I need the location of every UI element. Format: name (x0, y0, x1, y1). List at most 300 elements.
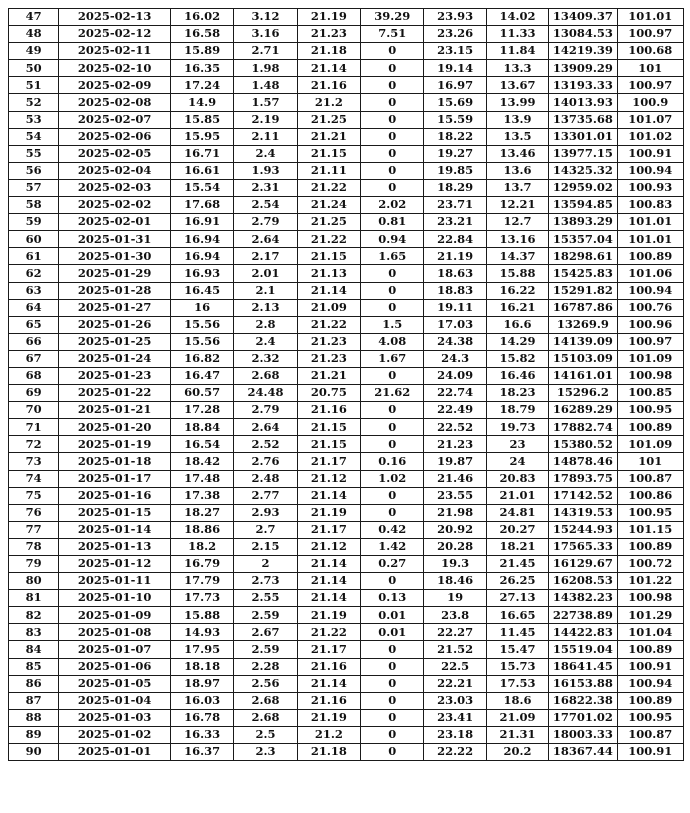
table-row (9, 538, 684, 555)
table-cell-col-5: 21.16 (297, 77, 360, 94)
table-cell-col-3: 16.78 (170, 709, 233, 726)
table-cell-col-6: 0 (361, 641, 424, 658)
table-cell-col-7: 23.15 (424, 43, 486, 60)
table-row (9, 94, 684, 111)
table-cell-col-7: 17.03 (424, 316, 486, 333)
table-cell-col-3: 17.28 (170, 402, 233, 419)
table-cell-col-7: 20.92 (424, 521, 486, 538)
table-cell-col-7: 23.8 (424, 607, 486, 624)
table-cell-col-7: 22.84 (424, 231, 486, 248)
table-cell-col-10: 100.72 (617, 556, 683, 573)
table-cell-col-9: 22738.89 (549, 607, 617, 624)
table-cell-col-5: 20.75 (297, 385, 360, 402)
table-cell-col-4: 24.48 (234, 385, 297, 402)
table-cell-col-5: 21.14 (297, 573, 360, 590)
table-row (9, 333, 684, 350)
table-cell-col-8: 11.33 (486, 26, 548, 43)
table-cell-index: 58 (9, 197, 59, 214)
table-cell-col-8: 13.3 (486, 60, 548, 77)
table-cell-col-6: 0 (361, 128, 424, 145)
table-cell-col-6: 39.29 (361, 9, 424, 26)
table-cell-col-9: 15357.04 (549, 231, 617, 248)
table-cell-col-8: 24.81 (486, 504, 548, 521)
table-cell-col-9: 18641.45 (549, 658, 617, 675)
table-cell-col-8: 13.9 (486, 111, 548, 128)
table-cell-col-10: 101.09 (617, 436, 683, 453)
table-cell-col-7: 24.38 (424, 333, 486, 350)
table-cell-col-3: 17.38 (170, 487, 233, 504)
table-cell-col-4: 1.48 (234, 77, 297, 94)
table-cell-col-10: 100.86 (617, 487, 683, 504)
table-cell-index: 72 (9, 436, 59, 453)
table-cell-col-3: 16.79 (170, 556, 233, 573)
table-cell-col-8: 18.23 (486, 385, 548, 402)
table-cell-col-4: 2.59 (234, 607, 297, 624)
table-cell-col-4: 2.76 (234, 453, 297, 470)
table-cell-date: 2025-01-20 (59, 419, 171, 436)
table-cell-date: 2025-01-15 (59, 504, 171, 521)
table-cell-col-4: 2.19 (234, 111, 297, 128)
table-cell-col-7: 19.87 (424, 453, 486, 470)
table-cell-col-8: 14.29 (486, 333, 548, 350)
table-cell-col-4: 2.1 (234, 282, 297, 299)
table-row (9, 744, 684, 761)
table-cell-index: 62 (9, 265, 59, 282)
table-cell-col-7: 15.69 (424, 94, 486, 111)
table-cell-col-3: 18.27 (170, 504, 233, 521)
table-cell-col-10: 100.95 (617, 402, 683, 419)
table-cell-index: 53 (9, 111, 59, 128)
table-row (9, 402, 684, 419)
table-cell-col-10: 100.94 (617, 675, 683, 692)
table-cell-date: 2025-01-24 (59, 350, 171, 367)
table-cell-col-4: 2 (234, 556, 297, 573)
table-cell-col-3: 16.94 (170, 248, 233, 265)
table-cell-index: 60 (9, 231, 59, 248)
table-cell-col-6: 0 (361, 60, 424, 77)
table-cell-col-6: 0.42 (361, 521, 424, 538)
table-cell-col-8: 12.21 (486, 197, 548, 214)
table-cell-col-8: 16.22 (486, 282, 548, 299)
table-cell-col-8: 20.2 (486, 744, 548, 761)
table-cell-col-10: 100.87 (617, 470, 683, 487)
table-cell-col-3: 16.94 (170, 231, 233, 248)
table-cell-col-6: 0 (361, 419, 424, 436)
table-cell-col-7: 23.03 (424, 692, 486, 709)
table-cell-col-3: 17.95 (170, 641, 233, 658)
table-cell-col-8: 21.31 (486, 726, 548, 743)
table-cell-col-4: 2.93 (234, 504, 297, 521)
table-cell-col-6: 0 (361, 658, 424, 675)
table-row (9, 556, 684, 573)
table-cell-col-8: 16.21 (486, 299, 548, 316)
table-cell-col-8: 15.82 (486, 350, 548, 367)
table-cell-col-8: 14.37 (486, 248, 548, 265)
table-cell-col-5: 21.16 (297, 692, 360, 709)
table-cell-col-3: 18.86 (170, 521, 233, 538)
table-cell-col-8: 20.83 (486, 470, 548, 487)
table-cell-col-5: 21.17 (297, 521, 360, 538)
table-cell-index: 83 (9, 624, 59, 641)
table-cell-col-9: 17565.33 (549, 538, 617, 555)
table-cell-col-7: 23.21 (424, 214, 486, 231)
table-cell-col-5: 21.22 (297, 624, 360, 641)
table-cell-col-6: 0 (361, 162, 424, 179)
table-cell-col-8: 20.27 (486, 521, 548, 538)
table-cell-col-8: 23 (486, 436, 548, 453)
table-cell-index: 57 (9, 179, 59, 196)
table-cell-col-9: 13193.33 (549, 77, 617, 94)
table-cell-col-10: 100.91 (617, 145, 683, 162)
table-cell-col-8: 24 (486, 453, 548, 470)
table-cell-col-4: 1.93 (234, 162, 297, 179)
table-cell-col-10: 100.97 (617, 333, 683, 350)
table-cell-col-5: 21.22 (297, 316, 360, 333)
table-cell-col-3: 16.37 (170, 744, 233, 761)
table-cell-col-4: 2.01 (234, 265, 297, 282)
table-cell-col-5: 21.23 (297, 333, 360, 350)
table-row (9, 658, 684, 675)
table-cell-col-10: 101.04 (617, 624, 683, 641)
table-cell-col-9: 18367.44 (549, 744, 617, 761)
table-cell-col-3: 17.24 (170, 77, 233, 94)
table-cell-col-10: 100.87 (617, 726, 683, 743)
table-cell-col-9: 13735.68 (549, 111, 617, 128)
table-cell-col-7: 15.59 (424, 111, 486, 128)
table-cell-date: 2025-01-12 (59, 556, 171, 573)
table-cell-col-9: 12959.02 (549, 179, 617, 196)
table-cell-col-7: 18.22 (424, 128, 486, 145)
table-row (9, 624, 684, 641)
table-cell-col-7: 23.41 (424, 709, 486, 726)
table-cell-col-5: 21.22 (297, 231, 360, 248)
table-cell-col-3: 16.33 (170, 726, 233, 743)
table-cell-date: 2025-01-10 (59, 590, 171, 607)
table-row (9, 470, 684, 487)
table-cell-col-4: 2.54 (234, 197, 297, 214)
table-cell-col-5: 21.12 (297, 470, 360, 487)
table-cell-col-6: 0 (361, 77, 424, 94)
table-cell-col-5: 21.19 (297, 9, 360, 26)
table-cell-date: 2025-01-21 (59, 402, 171, 419)
table-cell-col-9: 16208.53 (549, 573, 617, 590)
table-cell-date: 2025-01-06 (59, 658, 171, 675)
table-cell-col-10: 100.9 (617, 94, 683, 111)
table-cell-index: 85 (9, 658, 59, 675)
table-cell-col-5: 21.23 (297, 350, 360, 367)
table-cell-col-7: 19.27 (424, 145, 486, 162)
table-cell-index: 84 (9, 641, 59, 658)
table-cell-date: 2025-01-30 (59, 248, 171, 265)
table-cell-date: 2025-02-10 (59, 60, 171, 77)
table-cell-index: 77 (9, 521, 59, 538)
table-cell-col-3: 17.73 (170, 590, 233, 607)
table-cell-col-4: 2.7 (234, 521, 297, 538)
table-cell-col-7: 18.29 (424, 179, 486, 196)
table-cell-col-8: 16.6 (486, 316, 548, 333)
table-cell-date: 2025-01-01 (59, 744, 171, 761)
table-cell-index: 50 (9, 60, 59, 77)
table-cell-col-10: 100.89 (617, 419, 683, 436)
table-cell-col-5: 21.19 (297, 607, 360, 624)
table-cell-col-9: 14878.46 (549, 453, 617, 470)
table-cell-date: 2025-02-06 (59, 128, 171, 145)
table-cell-col-8: 13.67 (486, 77, 548, 94)
table-cell-col-3: 14.93 (170, 624, 233, 641)
table-cell-col-8: 13.46 (486, 145, 548, 162)
table-cell-index: 48 (9, 26, 59, 43)
table-cell-col-3: 16.35 (170, 60, 233, 77)
table-cell-col-7: 18.46 (424, 573, 486, 590)
table-cell-col-9: 16153.88 (549, 675, 617, 692)
table-cell-index: 66 (9, 333, 59, 350)
table-cell-col-6: 1.42 (361, 538, 424, 555)
table-cell-index: 65 (9, 316, 59, 333)
table-row (9, 350, 684, 367)
table-cell-index: 64 (9, 299, 59, 316)
table-row (9, 26, 684, 43)
table-cell-col-4: 2.68 (234, 367, 297, 384)
table-cell-col-9: 17142.52 (549, 487, 617, 504)
table-cell-col-9: 13909.29 (549, 60, 617, 77)
table-cell-col-3: 16.61 (170, 162, 233, 179)
table-cell-col-10: 100.91 (617, 744, 683, 761)
table-cell-col-6: 0 (361, 675, 424, 692)
table-cell-index: 79 (9, 556, 59, 573)
table-cell-index: 68 (9, 367, 59, 384)
table-cell-col-10: 100.97 (617, 77, 683, 94)
table-cell-index: 76 (9, 504, 59, 521)
table-cell-col-3: 16.58 (170, 26, 233, 43)
table-row (9, 231, 684, 248)
table-cell-col-4: 2.52 (234, 436, 297, 453)
table-cell-col-8: 13.5 (486, 128, 548, 145)
table-cell-col-5: 21.14 (297, 282, 360, 299)
table-cell-col-10: 100.94 (617, 282, 683, 299)
table-cell-col-3: 18.84 (170, 419, 233, 436)
table-cell-col-5: 21.22 (297, 179, 360, 196)
table-cell-col-6: 0 (361, 282, 424, 299)
table-cell-col-6: 0 (361, 573, 424, 590)
table-cell-col-3: 60.57 (170, 385, 233, 402)
table-cell-col-3: 16.82 (170, 350, 233, 367)
table-cell-col-5: 21.15 (297, 248, 360, 265)
table-cell-col-4: 2.3 (234, 744, 297, 761)
table-cell-col-9: 13594.85 (549, 197, 617, 214)
table-cell-col-4: 2.5 (234, 726, 297, 743)
table-cell-index: 87 (9, 692, 59, 709)
table-cell-col-5: 21.2 (297, 726, 360, 743)
table-cell-date: 2025-02-13 (59, 9, 171, 26)
table-row (9, 162, 684, 179)
table-cell-index: 74 (9, 470, 59, 487)
table-cell-col-10: 100.89 (617, 641, 683, 658)
table-cell-col-3: 15.54 (170, 179, 233, 196)
table-cell-col-9: 16787.86 (549, 299, 617, 316)
table-cell-col-4: 3.16 (234, 26, 297, 43)
table-cell-col-4: 1.57 (234, 94, 297, 111)
table-cell-col-9: 17882.74 (549, 419, 617, 436)
table-row (9, 692, 684, 709)
table-cell-col-7: 22.27 (424, 624, 486, 641)
table-cell-index: 71 (9, 419, 59, 436)
table-cell-col-5: 21.12 (297, 538, 360, 555)
table-cell-col-10: 100.89 (617, 538, 683, 555)
table-cell-date: 2025-01-23 (59, 367, 171, 384)
table-cell-col-6: 1.5 (361, 316, 424, 333)
table-cell-col-9: 16822.38 (549, 692, 617, 709)
table-cell-date: 2025-02-11 (59, 43, 171, 60)
table-cell-col-6: 0 (361, 265, 424, 282)
table-row (9, 265, 684, 282)
table-cell-index: 82 (9, 607, 59, 624)
table-row (9, 385, 684, 402)
table-cell-col-6: 0.81 (361, 214, 424, 231)
table-cell-date: 2025-01-25 (59, 333, 171, 350)
table-cell-col-5: 21.11 (297, 162, 360, 179)
table-row (9, 726, 684, 743)
table-row (9, 43, 684, 60)
table-cell-col-8: 11.45 (486, 624, 548, 641)
table-cell-col-10: 101.02 (617, 128, 683, 145)
table-cell-col-8: 15.47 (486, 641, 548, 658)
table-cell-col-5: 21.24 (297, 197, 360, 214)
table-cell-col-5: 21.09 (297, 299, 360, 316)
table-cell-col-3: 15.89 (170, 43, 233, 60)
table-row (9, 487, 684, 504)
table-cell-date: 2025-01-17 (59, 470, 171, 487)
table-cell-col-6: 0.27 (361, 556, 424, 573)
table-cell-col-7: 24.09 (424, 367, 486, 384)
table-cell-index: 75 (9, 487, 59, 504)
table-cell-col-4: 2.4 (234, 333, 297, 350)
table-cell-col-4: 2.11 (234, 128, 297, 145)
table-cell-col-3: 17.68 (170, 197, 233, 214)
table-cell-col-10: 100.98 (617, 367, 683, 384)
table-cell-col-9: 14325.32 (549, 162, 617, 179)
table-cell-index: 81 (9, 590, 59, 607)
table-cell-col-3: 18.18 (170, 658, 233, 675)
table-cell-col-9: 15425.83 (549, 265, 617, 282)
table-cell-col-6: 0.16 (361, 453, 424, 470)
table-cell-col-6: 0.01 (361, 607, 424, 624)
table-cell-col-5: 21.23 (297, 26, 360, 43)
table-cell-col-10: 101.29 (617, 607, 683, 624)
table-row (9, 248, 684, 265)
table-cell-col-6: 1.67 (361, 350, 424, 367)
table-cell-index: 80 (9, 573, 59, 590)
table-cell-col-5: 21.19 (297, 504, 360, 521)
table-cell-col-10: 100.68 (617, 43, 683, 60)
table-cell-col-8: 11.84 (486, 43, 548, 60)
table-cell-col-3: 17.48 (170, 470, 233, 487)
table-cell-col-8: 16.65 (486, 607, 548, 624)
table-cell-col-4: 2.73 (234, 573, 297, 590)
table-cell-col-3: 15.56 (170, 316, 233, 333)
table-cell-col-6: 0 (361, 504, 424, 521)
table-cell-col-9: 13409.37 (549, 9, 617, 26)
table-cell-col-8: 18.21 (486, 538, 548, 555)
table-cell-col-8: 12.7 (486, 214, 548, 231)
table-cell-col-10: 101.09 (617, 350, 683, 367)
table-cell-col-8: 18.79 (486, 402, 548, 419)
table-cell-col-6: 0 (361, 145, 424, 162)
table-cell-col-9: 13269.9 (549, 316, 617, 333)
table-row (9, 590, 684, 607)
table-cell-date: 2025-01-31 (59, 231, 171, 248)
table-cell-col-9: 15103.09 (549, 350, 617, 367)
table-cell-col-9: 18003.33 (549, 726, 617, 743)
table-cell-col-7: 19.85 (424, 162, 486, 179)
table-cell-col-5: 21.19 (297, 709, 360, 726)
table-cell-col-4: 2.32 (234, 350, 297, 367)
table-cell-col-8: 18.6 (486, 692, 548, 709)
table-cell-col-6: 0.13 (361, 590, 424, 607)
table-row (9, 282, 684, 299)
table-row (9, 709, 684, 726)
table-cell-date: 2025-01-11 (59, 573, 171, 590)
table-cell-col-4: 2.28 (234, 658, 297, 675)
table-cell-col-6: 0 (361, 709, 424, 726)
table-cell-col-6: 0 (361, 402, 424, 419)
table-cell-col-3: 16 (170, 299, 233, 316)
table-cell-col-5: 21.14 (297, 487, 360, 504)
table-cell-col-4: 2.31 (234, 179, 297, 196)
table-cell-col-3: 18.97 (170, 675, 233, 692)
table-cell-col-5: 21.21 (297, 128, 360, 145)
table-cell-col-6: 0 (361, 111, 424, 128)
table-cell-date: 2025-02-09 (59, 77, 171, 94)
table-cell-col-3: 15.56 (170, 333, 233, 350)
table-cell-col-9: 13084.53 (549, 26, 617, 43)
data-table (8, 8, 684, 761)
table-cell-col-7: 19.14 (424, 60, 486, 77)
table-cell-col-9: 15519.04 (549, 641, 617, 658)
table-cell-date: 2025-02-01 (59, 214, 171, 231)
table-cell-col-8: 21.45 (486, 556, 548, 573)
table-cell-col-10: 100.76 (617, 299, 683, 316)
table-cell-col-5: 21.21 (297, 367, 360, 384)
table-cell-col-10: 100.83 (617, 197, 683, 214)
table-cell-index: 56 (9, 162, 59, 179)
table-cell-col-5: 21.25 (297, 214, 360, 231)
table-cell-col-5: 21.15 (297, 145, 360, 162)
table-cell-col-5: 21.25 (297, 111, 360, 128)
table-cell-col-8: 16.46 (486, 367, 548, 384)
table-cell-col-8: 14.02 (486, 9, 548, 26)
table-cell-col-7: 22.52 (424, 419, 486, 436)
table-cell-index: 55 (9, 145, 59, 162)
table-cell-col-9: 17893.75 (549, 470, 617, 487)
table-row (9, 60, 684, 77)
table-cell-col-4: 2.71 (234, 43, 297, 60)
table-row (9, 419, 684, 436)
table-row (9, 111, 684, 128)
table-cell-col-6: 0 (361, 299, 424, 316)
table-cell-date: 2025-01-29 (59, 265, 171, 282)
table-cell-index: 63 (9, 282, 59, 299)
table-cell-col-4: 3.12 (234, 9, 297, 26)
table-cell-col-6: 1.65 (361, 248, 424, 265)
table-cell-col-4: 2.55 (234, 590, 297, 607)
table-cell-col-6: 0.01 (361, 624, 424, 641)
table-cell-date: 2025-01-03 (59, 709, 171, 726)
table-cell-date: 2025-01-28 (59, 282, 171, 299)
table-row (9, 145, 684, 162)
table-cell-date: 2025-01-18 (59, 453, 171, 470)
table-row (9, 128, 684, 145)
table-cell-col-9: 14319.53 (549, 504, 617, 521)
